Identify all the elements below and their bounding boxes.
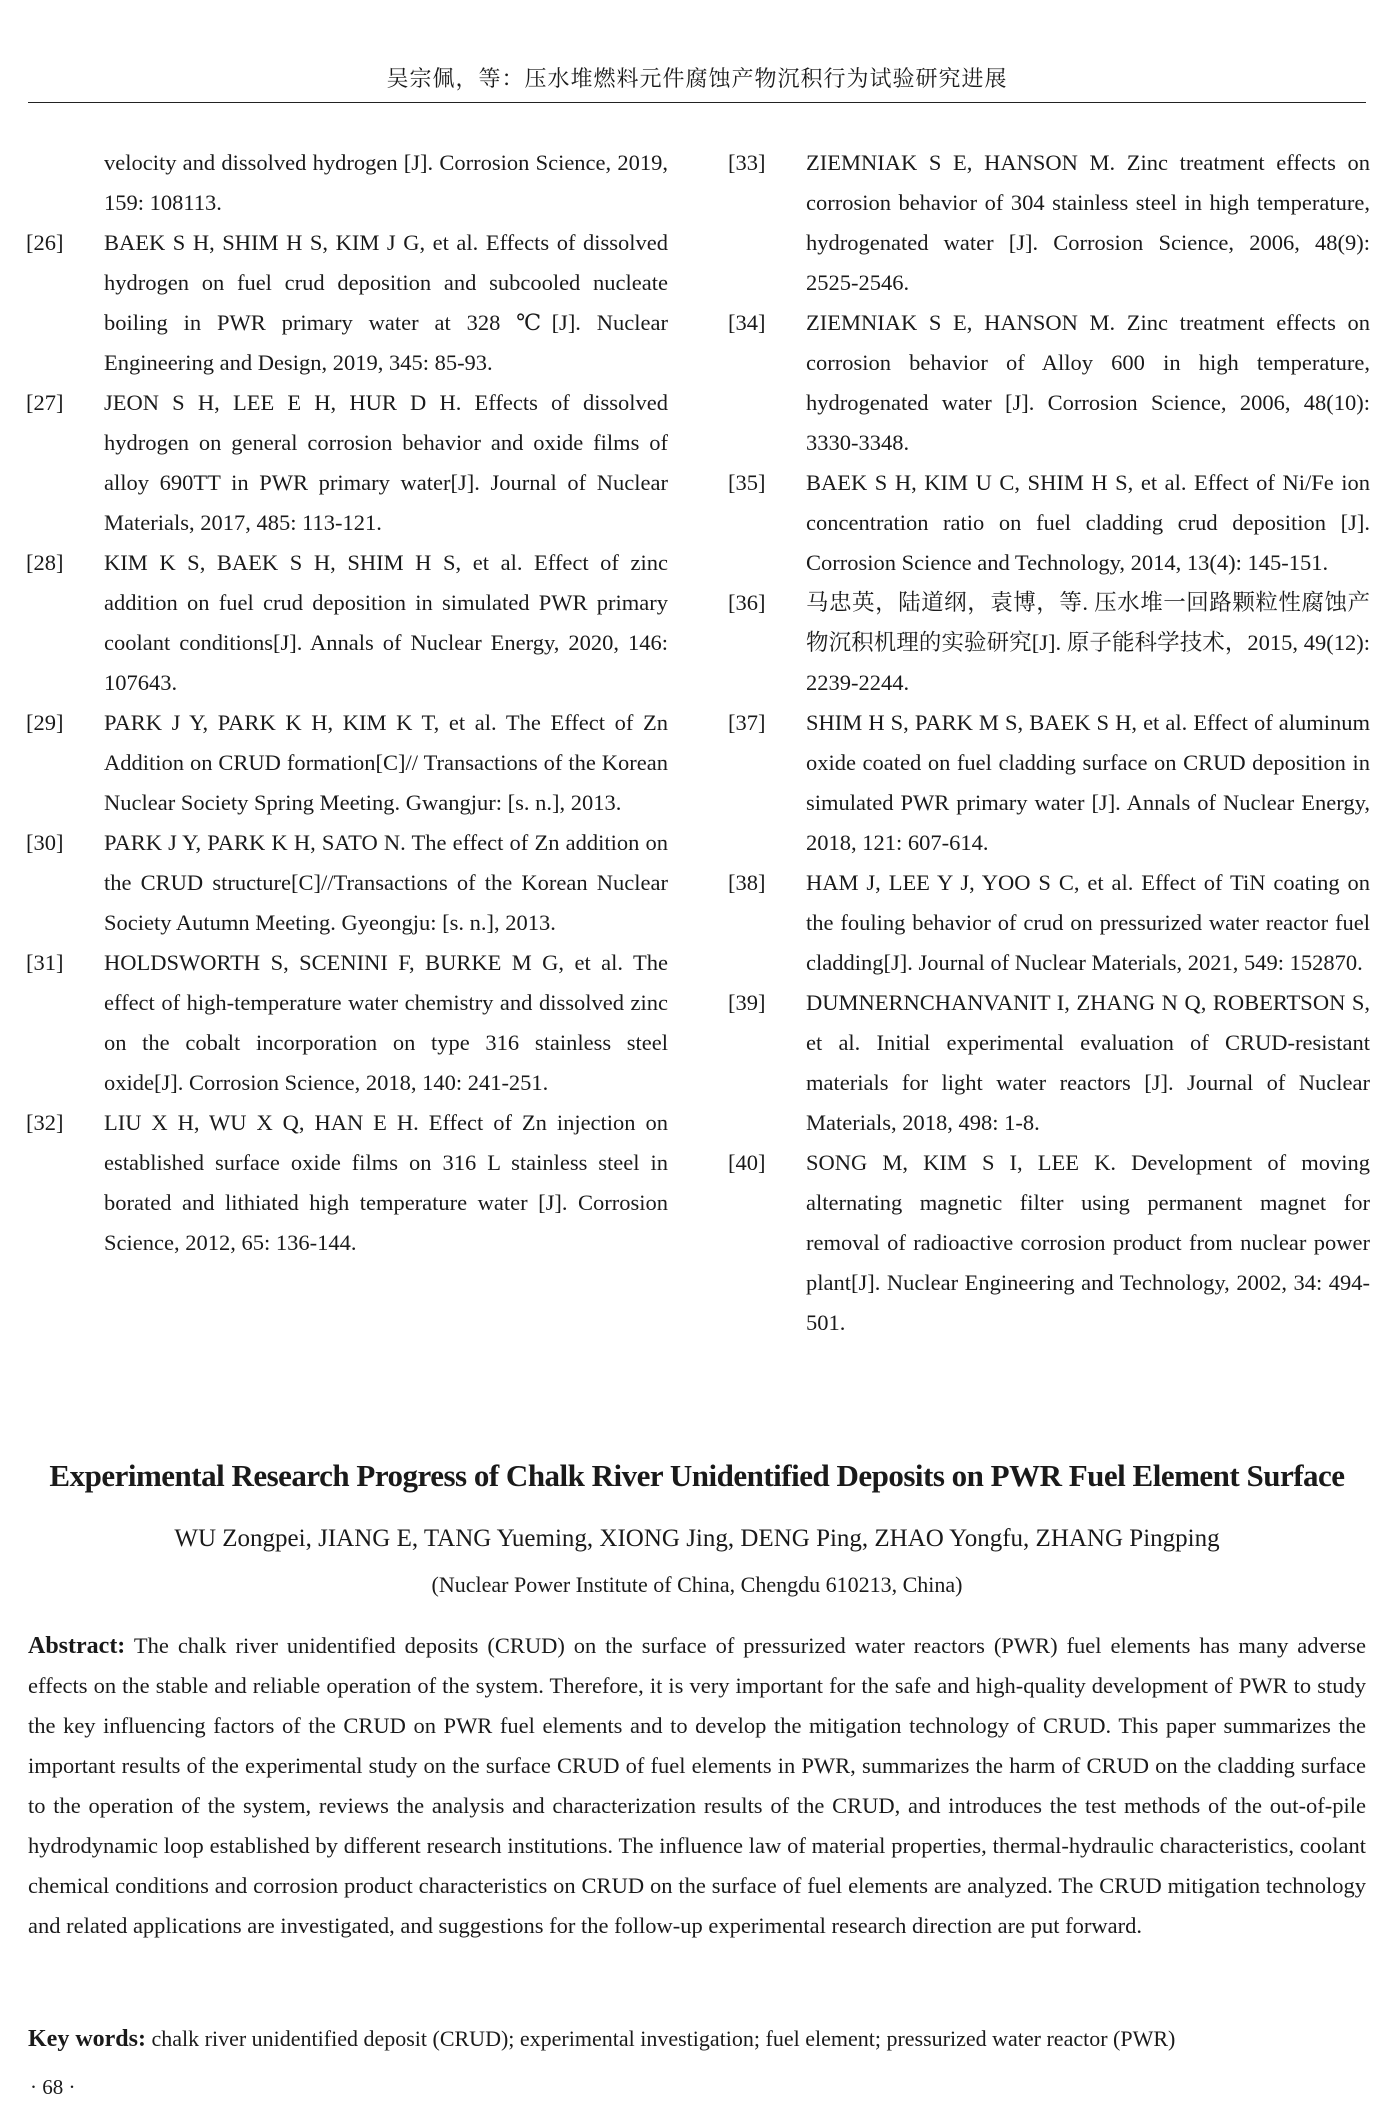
reference-text: BAEK S H, SHIM H S, KIM J G, et al. Effects of dissolved hydrogen on fuel crud deposition and subcooled nucleate boiling in PWR primary water at 328 ℃[J]. Nuclear Engineering and Design, 2019, 345: 85-93. xyxy=(104,230,668,375)
reference-number: [35] xyxy=(728,470,766,495)
reference-number: [27] xyxy=(26,390,64,415)
reference-item xyxy=(728,303,1370,463)
reference-number: [30] xyxy=(26,830,64,855)
reference-number: [34] xyxy=(728,310,766,335)
reference-list-left-column xyxy=(26,143,668,1263)
reference-item xyxy=(728,1143,1370,1343)
reference-text: PARK J Y, PARK K H, SATO N. The effect of Zn addition on the CRUD structure[C]//Transactions of the Korean Nuclear Society Autumn Meeting. Gyeongju: [s. n.], 2013. xyxy=(104,830,668,935)
reference-number: [32] xyxy=(26,1110,64,1135)
reference-number: [37] xyxy=(728,710,766,735)
reference-item xyxy=(26,143,668,223)
reference-number: [33] xyxy=(728,150,766,175)
reference-text: LIU X H, WU X Q, HAN E H. Effect of Zn injection on established surface oxide films on 316 L stainless steel in borated and lithiated high temperature water [J]. Corrosion Science, 2012, 65: 136-144. xyxy=(104,1110,668,1255)
reference-text: JEON S H, LEE E H, HUR D H. Effects of dissolved hydrogen on general corrosion behavior and oxide films of alloy 690TT in PWR primary water[J]. Journal of Nuclear Materials, 2017, 485: 113-121. xyxy=(104,390,668,535)
reference-number: [29] xyxy=(26,710,64,735)
reference-item xyxy=(728,983,1370,1143)
header-rule xyxy=(28,102,1366,103)
reference-number: [36] xyxy=(728,590,766,615)
reference-item xyxy=(26,1103,668,1263)
reference-list-right-column xyxy=(728,143,1370,1343)
reference-number: [38] xyxy=(728,870,766,895)
reference-text: BAEK S H, KIM U C, SHIM H S, et al. Effect of Ni/Fe ion concentration ratio on fuel cladding crud deposition [J]. Corrosion Science and Technology, 2014, 13(4): 145-151. xyxy=(806,470,1370,575)
reference-item xyxy=(26,543,668,703)
reference-text: 马忠英，陆道纲，袁博，等. 压水堆一回路颗粒性腐蚀产物沉积机理的实验研究[J]. 原子能科学技术，2015, 49(12): 2239-2244. xyxy=(806,590,1370,695)
english-affiliation: (Nuclear Power Institute of China, Chengdu 610213, China) xyxy=(431,1572,963,1597)
reference-item xyxy=(26,383,668,543)
english-authors: WU Zongpei, JIANG E, TANG Yueming, XIONG Jing, DENG Ping, ZHAO Yongfu, ZHANG Pingping xyxy=(174,1525,1220,1552)
reference-item xyxy=(728,863,1370,983)
reference-number: [31] xyxy=(26,950,64,975)
reference-text: DUMNERNCHANVANIT I, ZHANG N Q, ROBERTSON S, et al. Initial experimental evaluation of CRUD-resistant materials for light water reactors [J]. Journal of Nuclear Materials, 2018, 498: 1-8. xyxy=(806,990,1370,1135)
abstract-label: Abstract: xyxy=(28,1633,126,1659)
running-head: 吴宗佩，等：压水堆燃料元件腐蚀产物沉积行为试验研究进展 xyxy=(386,67,1008,92)
page-number: · 68 · xyxy=(30,2075,76,2099)
reference-item xyxy=(26,223,668,383)
reference-text: KIM K S, BAEK S H, SHIM H S, et al. Effect of zinc addition on fuel crud deposition in simulated PWR primary coolant conditions[J]. Annals of Nuclear Energy, 2020, 146: 107643. xyxy=(104,550,668,695)
reference-number: [26] xyxy=(26,230,64,255)
reference-text: ZIEMNIAK S E, HANSON M. Zinc treatment effects on corrosion behavior of 304 stainless steel in high temperature, hydrogenated water [J]. Corrosion Science, 2006, 48(9): 2525-2546. xyxy=(806,150,1370,295)
abstract xyxy=(28,1626,1366,1946)
abstract-text: The chalk river unidentified deposits (CRUD) on the surface of pressurized water reactors (PWR) fuel elements has many adverse effects on the stable and reliable operation of the system. Therefore, it is very important for the safe and high-quality development of PWR to study the key influencing factors of the CRUD on PWR fuel elements and to develop the mitigation technology of CRUD. This paper summarizes the important results of the experimental study on the surface CRUD of fuel elements in PWR, summarizes the harm of CRUD on the cladding surface to the operation of the system, reviews the analysis and characterization results of the CRUD, and introduces the test methods of the out-of-pile hydrodynamic loop established by different research institutions. The influence law of material properties, thermal-hydraulic characteristics, coolant chemical conditions and corrosion product characteristics on CRUD on the surface of fuel elements are analyzed. The CRUD mitigation technology and related applications are investigated, and suggestions for the follow-up experimental research direction are put forward. xyxy=(28,1633,1367,1938)
reference-item xyxy=(26,823,668,943)
reference-number: [28] xyxy=(26,550,64,575)
reference-number: [39] xyxy=(728,990,766,1015)
reference-text: HOLDSWORTH S, SCENINI F, BURKE M G, et al. The effect of high-temperature water chemistry and dissolved zinc on the cobalt incorporation on type 316 stainless steel oxide[J]. Corrosion Science, 2018, 140: 241-251. xyxy=(104,950,668,1095)
reference-item xyxy=(728,583,1370,703)
reference-text: SHIM H S, PARK M S, BAEK S H, et al. Effect of aluminum oxide coated on fuel cladding surface on CRUD deposition in simulated PWR primary water [J]. Annals of Nuclear Energy, 2018, 121: 607-614. xyxy=(806,710,1370,855)
reference-item xyxy=(728,703,1370,863)
keywords-label: Key words: xyxy=(28,2026,146,2052)
reference-text: HAM J, LEE Y J, YOO S C, et al. Effect of TiN coating on the fouling behavior of crud on pressurized water reactor fuel cladding[J]. Journal of Nuclear Materials, 2021, 549: 152870. xyxy=(806,870,1370,975)
keywords xyxy=(28,2019,1366,2059)
reference-item xyxy=(728,143,1370,303)
reference-text: PARK J Y, PARK K H, KIM K T, et al. The Effect of Zn Addition on CRUD formation[C]// Transactions of the Korean Nuclear Society Spring Meeting. Gwangjur: [s. n.], 2013. xyxy=(104,710,668,815)
reference-item xyxy=(26,943,668,1103)
english-title: Experimental Research Progress of Chalk River Unidentified Deposits on PWR Fuel Element Surface xyxy=(49,1458,1345,1493)
keywords-text: chalk river unidentified deposit (CRUD); experimental investigation; fuel element; pressurized water reactor (PWR) xyxy=(151,2026,1176,2051)
reference-text: velocity and dissolved hydrogen [J]. Corrosion Science, 2019, 159: 108113. xyxy=(104,150,668,215)
reference-text: SONG M, KIM S I, LEE K. Development of moving alternating magnetic filter using permanent magnet for removal of radioactive corrosion product from nuclear power plant[J]. Nuclear Engineering and Technology, 2002, 34: 494-501. xyxy=(806,1150,1370,1335)
reference-text: ZIEMNIAK S E, HANSON M. Zinc treatment effects on corrosion behavior of Alloy 600 in high temperature, hydrogenated water [J]. Corrosion Science, 2006, 48(10): 3330-3348. xyxy=(806,310,1370,455)
reference-number: [40] xyxy=(728,1150,766,1175)
reference-item xyxy=(26,703,668,823)
reference-item xyxy=(728,463,1370,583)
